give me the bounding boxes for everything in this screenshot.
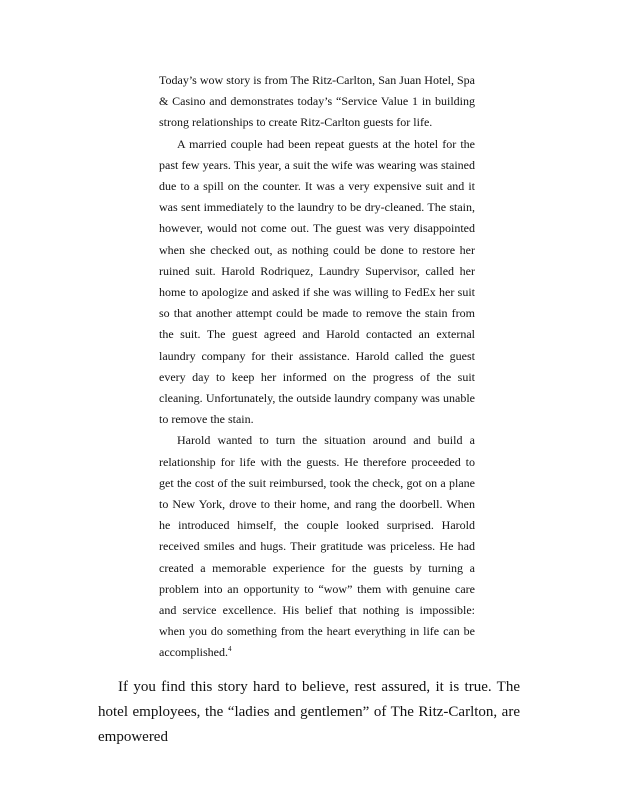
- quote-paragraph: A married couple had been repeat guests at the hotel for the past few years. This year, a suit the wife was wearing was stained due to a spill on the counter. It was a very expensive suit and it was sent immediately to the laundry to be dry-cleaned. The stain, however, would not come out. The guest was very disappointed when she checked out, as nothing could be done to restore her ruined suit. Harold Rodriquez, Laundry Supervisor, called her home to apologize and asked if she was willing to FedEx her suit so that another attempt could be made to remove the stain from the suit. The guest agreed and Harold contacted an external laundry company for their assistance. Harold called the guest every day to keep her informed on the progress of the suit cleaning. Unfortunately, the outside laundry company was unable to remove the stain.: [159, 136, 475, 427]
- quote-paragraph-text: Harold wanted to turn the situation around and build a relationship for life with the guests. He therefore proceeded to get the cost of the suit reimbursed, took the check, got on a plane to New York, drove to their home, and rang the doorbell. When he introduced himself, the couple looked surprised. Harold received smiles and hugs. Their gratitude was priceless. He had created a memorable experience for the guests by turning a problem into an opportunity to “wow” them with genuine care and service excellence. His belief that nothing is impossible: when you do something from the heart everything in life can be accomplished.: [159, 433, 475, 660]
- body-text: [98, 675, 520, 750]
- quote-paragraph-final: [159, 430, 475, 663]
- quote-intro: Today’s wow story is from The Ritz-Carlton, San Juan Hotel, Spa & Casino and demonstrates today’s “Service Value 1 in building strong relationships to create Ritz-Carlton guests for life.: [159, 73, 475, 130]
- footnote-marker: 4: [227, 645, 232, 654]
- block-quote: [159, 70, 475, 664]
- body-paragraph: If you find this story hard to believe, rest assured, it is true. The hotel employees, the “ladies and gentlemen” of The Ritz-Carlton, are empowered: [98, 679, 520, 745]
